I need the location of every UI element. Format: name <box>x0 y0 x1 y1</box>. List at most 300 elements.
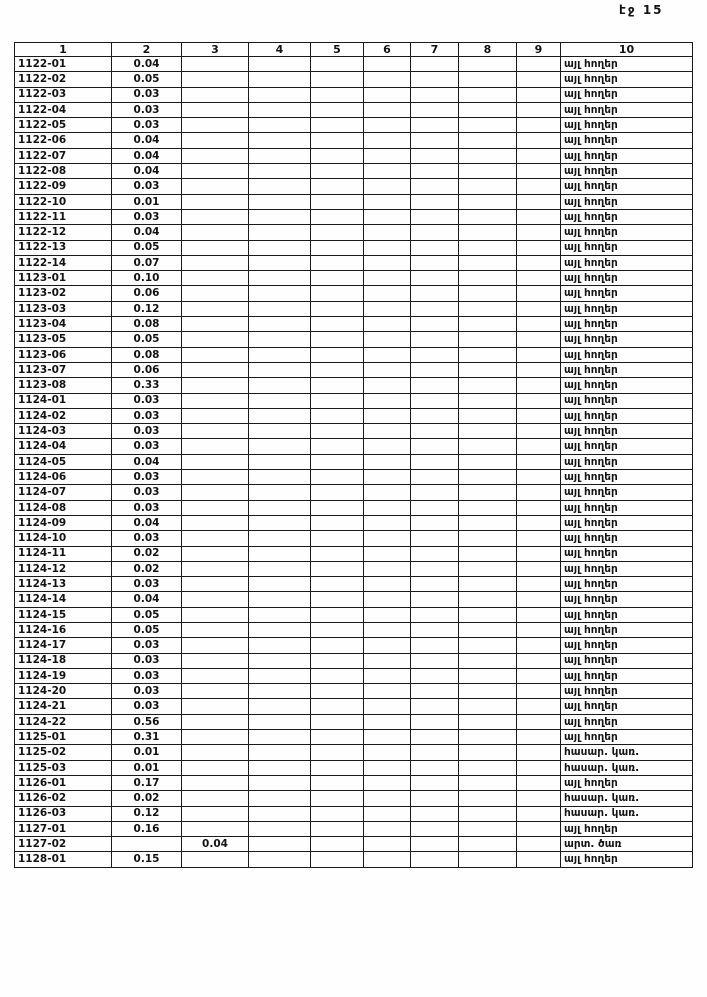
cell-col3 <box>182 714 249 729</box>
cell-col5 <box>311 72 364 87</box>
cell-land-use: այլ հողեր <box>561 240 693 255</box>
cell-col8 <box>459 592 517 607</box>
cell-col8 <box>459 745 517 760</box>
cell-col4 <box>249 271 311 286</box>
cell-col2: 0.06 <box>112 286 182 301</box>
cell-parcel-code: 1127-02 <box>15 837 112 852</box>
cell-col9 <box>517 592 561 607</box>
table-row <box>15 408 693 423</box>
cell-land-use: այլ հողեր <box>561 577 693 592</box>
cell-col7 <box>411 607 459 622</box>
cell-col7 <box>411 454 459 469</box>
cell-land-use: այլ հողեր <box>561 148 693 163</box>
cell-col6 <box>364 255 411 270</box>
cell-col7 <box>411 821 459 836</box>
cell-parcel-code: 1122-10 <box>15 194 112 209</box>
cell-col2: 0.31 <box>112 730 182 745</box>
cell-col9 <box>517 684 561 699</box>
cell-col9 <box>517 607 561 622</box>
cell-parcel-code: 1124-10 <box>15 531 112 546</box>
cell-col7 <box>411 485 459 500</box>
cell-col5 <box>311 745 364 760</box>
cell-col5 <box>311 592 364 607</box>
cell-col9 <box>517 485 561 500</box>
cell-col7 <box>411 500 459 515</box>
cell-col5 <box>311 791 364 806</box>
cell-col6 <box>364 286 411 301</box>
cell-col5 <box>311 255 364 270</box>
cell-col3 <box>182 439 249 454</box>
cell-col6 <box>364 760 411 775</box>
cell-col9 <box>517 118 561 133</box>
cell-col9 <box>517 347 561 362</box>
cell-col2: 0.05 <box>112 72 182 87</box>
cell-col4 <box>249 439 311 454</box>
cell-col7 <box>411 730 459 745</box>
cell-col8 <box>459 561 517 576</box>
cell-col6 <box>364 592 411 607</box>
cell-col2: 0.03 <box>112 118 182 133</box>
cell-col2: 0.04 <box>112 148 182 163</box>
cell-parcel-code: 1123-02 <box>15 286 112 301</box>
cell-col3 <box>182 317 249 332</box>
cell-col4 <box>249 515 311 530</box>
header-cell-5: 5 <box>311 43 364 57</box>
cell-col5 <box>311 408 364 423</box>
cell-parcel-code: 1123-01 <box>15 271 112 286</box>
cell-land-use: այլ հողեր <box>561 317 693 332</box>
cell-parcel-code: 1123-08 <box>15 378 112 393</box>
cell-col7 <box>411 439 459 454</box>
table-row <box>15 179 693 194</box>
cell-col7 <box>411 745 459 760</box>
cell-col7 <box>411 684 459 699</box>
cell-land-use: այլ հողեր <box>561 714 693 729</box>
cell-land-use: այլ հողեր <box>561 118 693 133</box>
cell-col2 <box>112 837 182 852</box>
cell-col5 <box>311 837 364 852</box>
cell-col3 <box>182 622 249 637</box>
cell-col2: 0.16 <box>112 821 182 836</box>
cell-col2: 0.03 <box>112 102 182 117</box>
cell-col5 <box>311 668 364 683</box>
cell-col8 <box>459 653 517 668</box>
table-row <box>15 699 693 714</box>
cell-col7 <box>411 133 459 148</box>
table-row <box>15 500 693 515</box>
table-row <box>15 347 693 362</box>
cell-col5 <box>311 424 364 439</box>
cell-parcel-code: 1124-17 <box>15 638 112 653</box>
cell-col4 <box>249 118 311 133</box>
cell-parcel-code: 1124-02 <box>15 408 112 423</box>
cell-col2: 0.05 <box>112 240 182 255</box>
cell-land-use: այլ հողեր <box>561 57 693 72</box>
cell-col4 <box>249 546 311 561</box>
table-row <box>15 546 693 561</box>
cell-land-use: այլ հողեր <box>561 347 693 362</box>
cell-land-use: այլ հողեր <box>561 454 693 469</box>
header-cell-2: 2 <box>112 43 182 57</box>
cell-col7 <box>411 286 459 301</box>
cell-col9 <box>517 852 561 867</box>
cell-col9 <box>517 622 561 637</box>
cell-col5 <box>311 454 364 469</box>
cell-col7 <box>411 806 459 821</box>
cell-col3 <box>182 806 249 821</box>
cell-col3: 0.04 <box>182 837 249 852</box>
cell-col9 <box>517 760 561 775</box>
table-row <box>15 164 693 179</box>
cell-parcel-code: 1123-07 <box>15 362 112 377</box>
cell-col3 <box>182 393 249 408</box>
cell-col9 <box>517 577 561 592</box>
cell-col9 <box>517 515 561 530</box>
cell-col4 <box>249 209 311 224</box>
cell-col8 <box>459 852 517 867</box>
cell-land-use: այլ հողեր <box>561 424 693 439</box>
cell-col8 <box>459 454 517 469</box>
cell-col6 <box>364 668 411 683</box>
cell-land-use: այլ հողեր <box>561 515 693 530</box>
cell-col2: 0.04 <box>112 133 182 148</box>
cell-col3 <box>182 668 249 683</box>
header-cell-3: 3 <box>182 43 249 57</box>
cell-col6 <box>364 225 411 240</box>
cell-col6 <box>364 424 411 439</box>
cell-col2: 0.33 <box>112 378 182 393</box>
cell-col7 <box>411 837 459 852</box>
cell-col5 <box>311 209 364 224</box>
cell-land-use: այլ հողեր <box>561 133 693 148</box>
cell-col9 <box>517 546 561 561</box>
cell-col9 <box>517 87 561 102</box>
cell-col8 <box>459 546 517 561</box>
cell-col5 <box>311 271 364 286</box>
cell-col7 <box>411 531 459 546</box>
cell-col6 <box>364 148 411 163</box>
cell-col6 <box>364 546 411 561</box>
cell-col5 <box>311 699 364 714</box>
cell-col6 <box>364 317 411 332</box>
cell-col4 <box>249 347 311 362</box>
cell-col2: 0.03 <box>112 439 182 454</box>
cell-col9 <box>517 393 561 408</box>
cell-col8 <box>459 439 517 454</box>
cell-parcel-code: 1124-14 <box>15 592 112 607</box>
cell-parcel-code: 1122-06 <box>15 133 112 148</box>
cell-col7 <box>411 470 459 485</box>
cell-col7 <box>411 760 459 775</box>
cell-col3 <box>182 607 249 622</box>
cell-col6 <box>364 684 411 699</box>
cell-col2: 0.05 <box>112 622 182 637</box>
cell-col8 <box>459 271 517 286</box>
table-row <box>15 133 693 148</box>
cell-col6 <box>364 454 411 469</box>
cell-col4 <box>249 194 311 209</box>
cell-col8 <box>459 118 517 133</box>
cell-col5 <box>311 546 364 561</box>
cell-col8 <box>459 133 517 148</box>
cell-col6 <box>364 87 411 102</box>
cell-col7 <box>411 225 459 240</box>
cell-land-use: այլ հողեր <box>561 592 693 607</box>
cell-parcel-code: 1128-01 <box>15 852 112 867</box>
cell-parcel-code: 1125-03 <box>15 760 112 775</box>
cell-col2: 0.03 <box>112 531 182 546</box>
cell-col3 <box>182 699 249 714</box>
cell-land-use: այլ հողեր <box>561 821 693 836</box>
cell-col9 <box>517 271 561 286</box>
cell-col7 <box>411 638 459 653</box>
cell-parcel-code: 1122-01 <box>15 57 112 72</box>
cell-col4 <box>249 699 311 714</box>
cell-col4 <box>249 638 311 653</box>
cell-col9 <box>517 179 561 194</box>
table-row <box>15 57 693 72</box>
data-table <box>14 42 693 868</box>
cell-parcel-code: 1122-03 <box>15 87 112 102</box>
cell-col2: 0.04 <box>112 515 182 530</box>
cell-col4 <box>249 592 311 607</box>
cell-col6 <box>364 118 411 133</box>
cell-col9 <box>517 72 561 87</box>
cell-col6 <box>364 622 411 637</box>
cell-parcel-code: 1127-01 <box>15 821 112 836</box>
cell-col6 <box>364 607 411 622</box>
cell-col8 <box>459 577 517 592</box>
cell-col3 <box>182 577 249 592</box>
cell-land-use: հասար. կառ. <box>561 806 693 821</box>
cell-col9 <box>517 148 561 163</box>
cell-col3 <box>182 531 249 546</box>
cell-col3 <box>182 500 249 515</box>
cell-land-use: այլ հողեր <box>561 546 693 561</box>
cell-col9 <box>517 806 561 821</box>
cell-col7 <box>411 546 459 561</box>
header-row <box>15 43 693 57</box>
table-row <box>15 638 693 653</box>
cell-col8 <box>459 362 517 377</box>
cell-land-use: այլ հողեր <box>561 72 693 87</box>
cell-parcel-code: 1124-03 <box>15 424 112 439</box>
cell-land-use: այլ հողեր <box>561 653 693 668</box>
cell-col8 <box>459 301 517 316</box>
table-row <box>15 255 693 270</box>
cell-col3 <box>182 821 249 836</box>
cell-col2: 0.04 <box>112 164 182 179</box>
cell-col6 <box>364 72 411 87</box>
cell-col3 <box>182 638 249 653</box>
cell-col8 <box>459 760 517 775</box>
cell-col8 <box>459 240 517 255</box>
cell-col6 <box>364 408 411 423</box>
cell-parcel-code: 1124-13 <box>15 577 112 592</box>
cell-col4 <box>249 148 311 163</box>
cell-col7 <box>411 791 459 806</box>
cell-col3 <box>182 424 249 439</box>
cell-col6 <box>364 194 411 209</box>
cell-col8 <box>459 638 517 653</box>
cell-col7 <box>411 209 459 224</box>
cell-col3 <box>182 745 249 760</box>
cell-col2: 0.02 <box>112 561 182 576</box>
cell-col9 <box>517 668 561 683</box>
cell-col3 <box>182 194 249 209</box>
cell-col3 <box>182 332 249 347</box>
cell-parcel-code: 1126-01 <box>15 775 112 790</box>
cell-col3 <box>182 760 249 775</box>
cell-col8 <box>459 622 517 637</box>
cell-col3 <box>182 87 249 102</box>
cell-col4 <box>249 531 311 546</box>
cell-land-use: այլ հողեր <box>561 225 693 240</box>
cell-col5 <box>311 225 364 240</box>
cell-col3 <box>182 347 249 362</box>
cell-col5 <box>311 164 364 179</box>
cell-land-use: այլ հողեր <box>561 561 693 576</box>
cell-col5 <box>311 638 364 653</box>
cell-land-use: այլ հողեր <box>561 638 693 653</box>
cell-col2: 0.03 <box>112 393 182 408</box>
cell-col7 <box>411 592 459 607</box>
cell-col5 <box>311 500 364 515</box>
cell-land-use: այլ հողեր <box>561 775 693 790</box>
cell-col8 <box>459 179 517 194</box>
cell-col6 <box>364 362 411 377</box>
header-cell-9: 9 <box>517 43 561 57</box>
header-cell-10: 10 <box>561 43 693 57</box>
table-row <box>15 592 693 607</box>
cell-col8 <box>459 209 517 224</box>
cell-col9 <box>517 408 561 423</box>
cell-col4 <box>249 225 311 240</box>
cell-land-use: այլ հողեր <box>561 485 693 500</box>
cell-land-use: այլ հողեր <box>561 286 693 301</box>
cell-col2: 0.08 <box>112 317 182 332</box>
cell-col2: 0.03 <box>112 179 182 194</box>
cell-col8 <box>459 821 517 836</box>
header-cell-6: 6 <box>364 43 411 57</box>
header-cell-1: 1 <box>15 43 112 57</box>
cell-col6 <box>364 439 411 454</box>
cell-col5 <box>311 577 364 592</box>
cell-col4 <box>249 317 311 332</box>
cell-col6 <box>364 133 411 148</box>
cell-parcel-code: 1124-18 <box>15 653 112 668</box>
cell-col5 <box>311 118 364 133</box>
table-row <box>15 577 693 592</box>
cell-col5 <box>311 470 364 485</box>
cell-col3 <box>182 470 249 485</box>
cell-col6 <box>364 806 411 821</box>
table-row <box>15 118 693 133</box>
cell-col6 <box>364 821 411 836</box>
cell-col2: 0.03 <box>112 577 182 592</box>
cell-col8 <box>459 408 517 423</box>
table-row <box>15 454 693 469</box>
cell-col5 <box>311 714 364 729</box>
cell-col2: 0.03 <box>112 87 182 102</box>
cell-col2: 0.03 <box>112 500 182 515</box>
cell-col4 <box>249 577 311 592</box>
cell-col2: 0.03 <box>112 653 182 668</box>
cell-col8 <box>459 347 517 362</box>
table-body <box>15 57 693 868</box>
header-cell-7: 7 <box>411 43 459 57</box>
cell-col2: 0.01 <box>112 194 182 209</box>
cell-col4 <box>249 408 311 423</box>
table-row <box>15 148 693 163</box>
table-row <box>15 714 693 729</box>
cell-col8 <box>459 393 517 408</box>
cell-col3 <box>182 102 249 117</box>
cell-col6 <box>364 745 411 760</box>
cell-col5 <box>311 821 364 836</box>
cell-col2: 0.03 <box>112 209 182 224</box>
cell-col5 <box>311 378 364 393</box>
cell-col6 <box>364 271 411 286</box>
table-row <box>15 102 693 117</box>
cell-col2: 0.01 <box>112 745 182 760</box>
cell-col3 <box>182 408 249 423</box>
cell-parcel-code: 1123-04 <box>15 317 112 332</box>
cell-col6 <box>364 775 411 790</box>
cell-col6 <box>364 179 411 194</box>
cell-land-use: այլ հողեր <box>561 301 693 316</box>
cell-col3 <box>182 179 249 194</box>
cell-col7 <box>411 240 459 255</box>
cell-col7 <box>411 118 459 133</box>
cell-land-use: այլ հողեր <box>561 87 693 102</box>
cell-col3 <box>182 515 249 530</box>
cell-col4 <box>249 378 311 393</box>
cell-col3 <box>182 72 249 87</box>
cell-col9 <box>517 714 561 729</box>
cell-col8 <box>459 470 517 485</box>
cell-col5 <box>311 286 364 301</box>
cell-land-use: այլ հողեր <box>561 164 693 179</box>
table-row <box>15 837 693 852</box>
table-row <box>15 424 693 439</box>
cell-col8 <box>459 699 517 714</box>
cell-col7 <box>411 362 459 377</box>
cell-parcel-code: 1124-16 <box>15 622 112 637</box>
cell-col8 <box>459 317 517 332</box>
cell-col6 <box>364 164 411 179</box>
cell-col5 <box>311 622 364 637</box>
cell-col9 <box>517 821 561 836</box>
cell-col6 <box>364 837 411 852</box>
cell-col4 <box>249 837 311 852</box>
cell-col6 <box>364 714 411 729</box>
cell-col7 <box>411 653 459 668</box>
cell-land-use: այլ հողեր <box>561 470 693 485</box>
table-row <box>15 393 693 408</box>
cell-col5 <box>311 806 364 821</box>
cell-land-use: արտ. ծառ <box>561 837 693 852</box>
cell-col4 <box>249 255 311 270</box>
cell-land-use: այլ հողեր <box>561 194 693 209</box>
cell-parcel-code: 1124-20 <box>15 684 112 699</box>
cell-col2: 0.02 <box>112 546 182 561</box>
cell-col6 <box>364 515 411 530</box>
cell-col4 <box>249 714 311 729</box>
cell-col6 <box>364 470 411 485</box>
cell-col3 <box>182 546 249 561</box>
cell-col2: 0.03 <box>112 684 182 699</box>
